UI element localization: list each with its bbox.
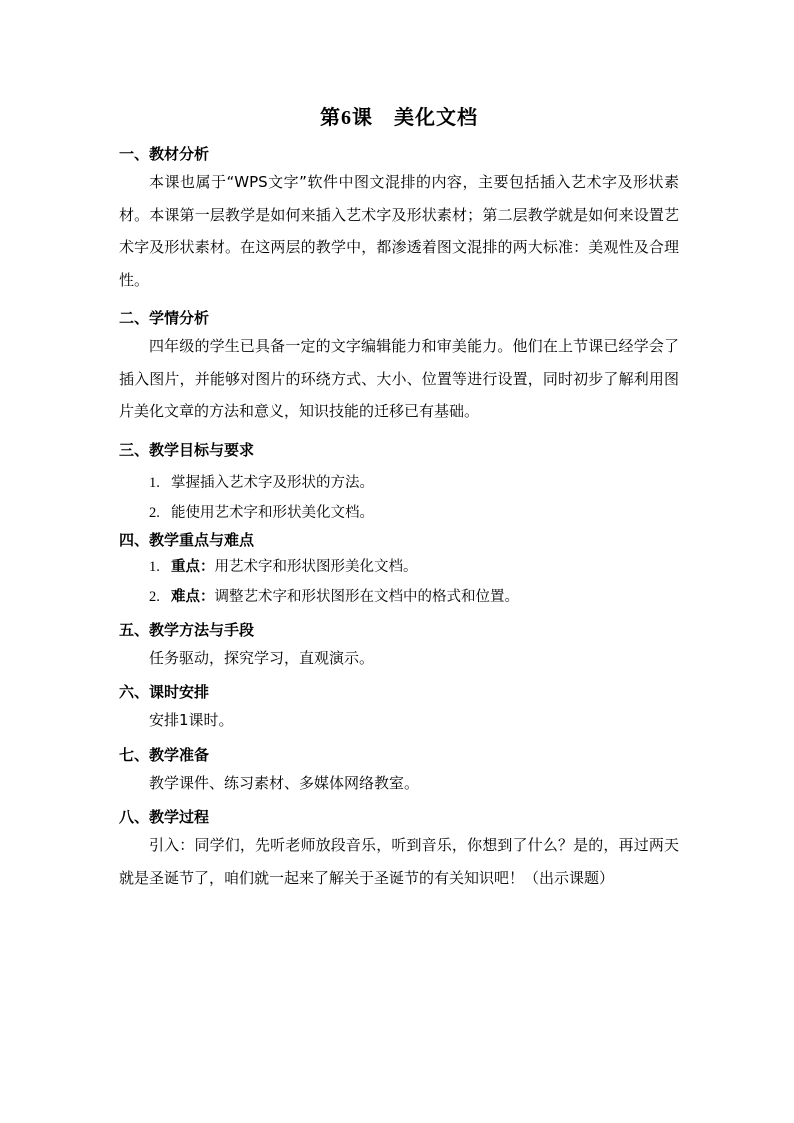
list-item xyxy=(119,498,679,528)
list-item-text: 掌握插入艺术字及形状的方法。 xyxy=(171,474,374,491)
list-item-text: 用艺术字和形状图形美化文档。 xyxy=(214,558,418,575)
title-text: 课 美化文档 xyxy=(352,105,478,129)
section-heading-key-points: 四、教学重点与难点 xyxy=(119,530,255,549)
list-item-number: 2. xyxy=(149,504,160,521)
section-heading-student-analysis: 二、学情分析 xyxy=(119,309,210,327)
section-heading-preparation: 七、教学准备 xyxy=(119,745,210,764)
section-paragraph-teaching-process: 引入：同学们，先听老师放段音乐，听到音乐，你想到了什么？是的，再过两天就是圣诞节了，咱们就一起来了解关于圣诞节的有关知识吧！（出示课题） xyxy=(119,836,679,887)
list-item-number: 1. xyxy=(149,474,160,491)
title-prefix: 第 xyxy=(320,105,341,129)
section-heading-teaching-goals: 三、教学目标与要求 xyxy=(119,440,255,459)
list-item xyxy=(119,468,679,498)
list-item xyxy=(119,582,679,612)
list-item-label: 难点： xyxy=(171,588,215,605)
section-heading-teaching-process: 八、教学过程 xyxy=(119,808,210,826)
section-paragraph-schedule: 安排1课时。 xyxy=(149,711,234,729)
list-item-label: 重点： xyxy=(171,558,215,575)
list-item-number: 2. xyxy=(149,588,160,605)
list-item-text: 能使用艺术字和形状美化文档。 xyxy=(171,504,374,521)
title-lesson-number: 6 xyxy=(341,107,352,129)
list-item xyxy=(119,552,679,582)
section-heading-teaching-methods: 五、教学方法与手段 xyxy=(119,620,255,639)
list-item-number: 1. xyxy=(149,558,160,575)
section-paragraph-preparation: 教学课件、练习素材、多媒体网络教室。 xyxy=(149,773,420,792)
section-heading-textbook-analysis: 一、教材分析 xyxy=(119,145,210,163)
list-item-text: 调整艺术字和形状图形在文档中的格式和位置。 xyxy=(214,588,519,605)
section-paragraph-textbook-analysis: 本课也属于“WPS文字”软件中图文混排的内容，主要包括插入艺术字及形状素材。本课第一层教学是如何来插入艺术字及形状素材；第二层教学就是如何来设置艺术字及形状素材。在这两层的教学中，都渗透着图文混排的两大标准：美观性及合理性。 xyxy=(119,173,679,289)
document-title xyxy=(119,100,679,134)
section-paragraph-student-analysis: 四年级的学生已具备一定的文字编辑能力和审美能力。他们在上节课已经学会了插入图片，并能够对图片的环绕方式、大小、位置等进行设置，同时初步了解利用图片美化文章的方法和意义，知识技能的迁移已有基础。 xyxy=(119,337,679,420)
section-heading-schedule: 六、课时安排 xyxy=(119,683,210,701)
document-page xyxy=(119,100,679,894)
section-paragraph-teaching-methods: 任务驱动，探究学习，直观演示。 xyxy=(149,648,375,667)
